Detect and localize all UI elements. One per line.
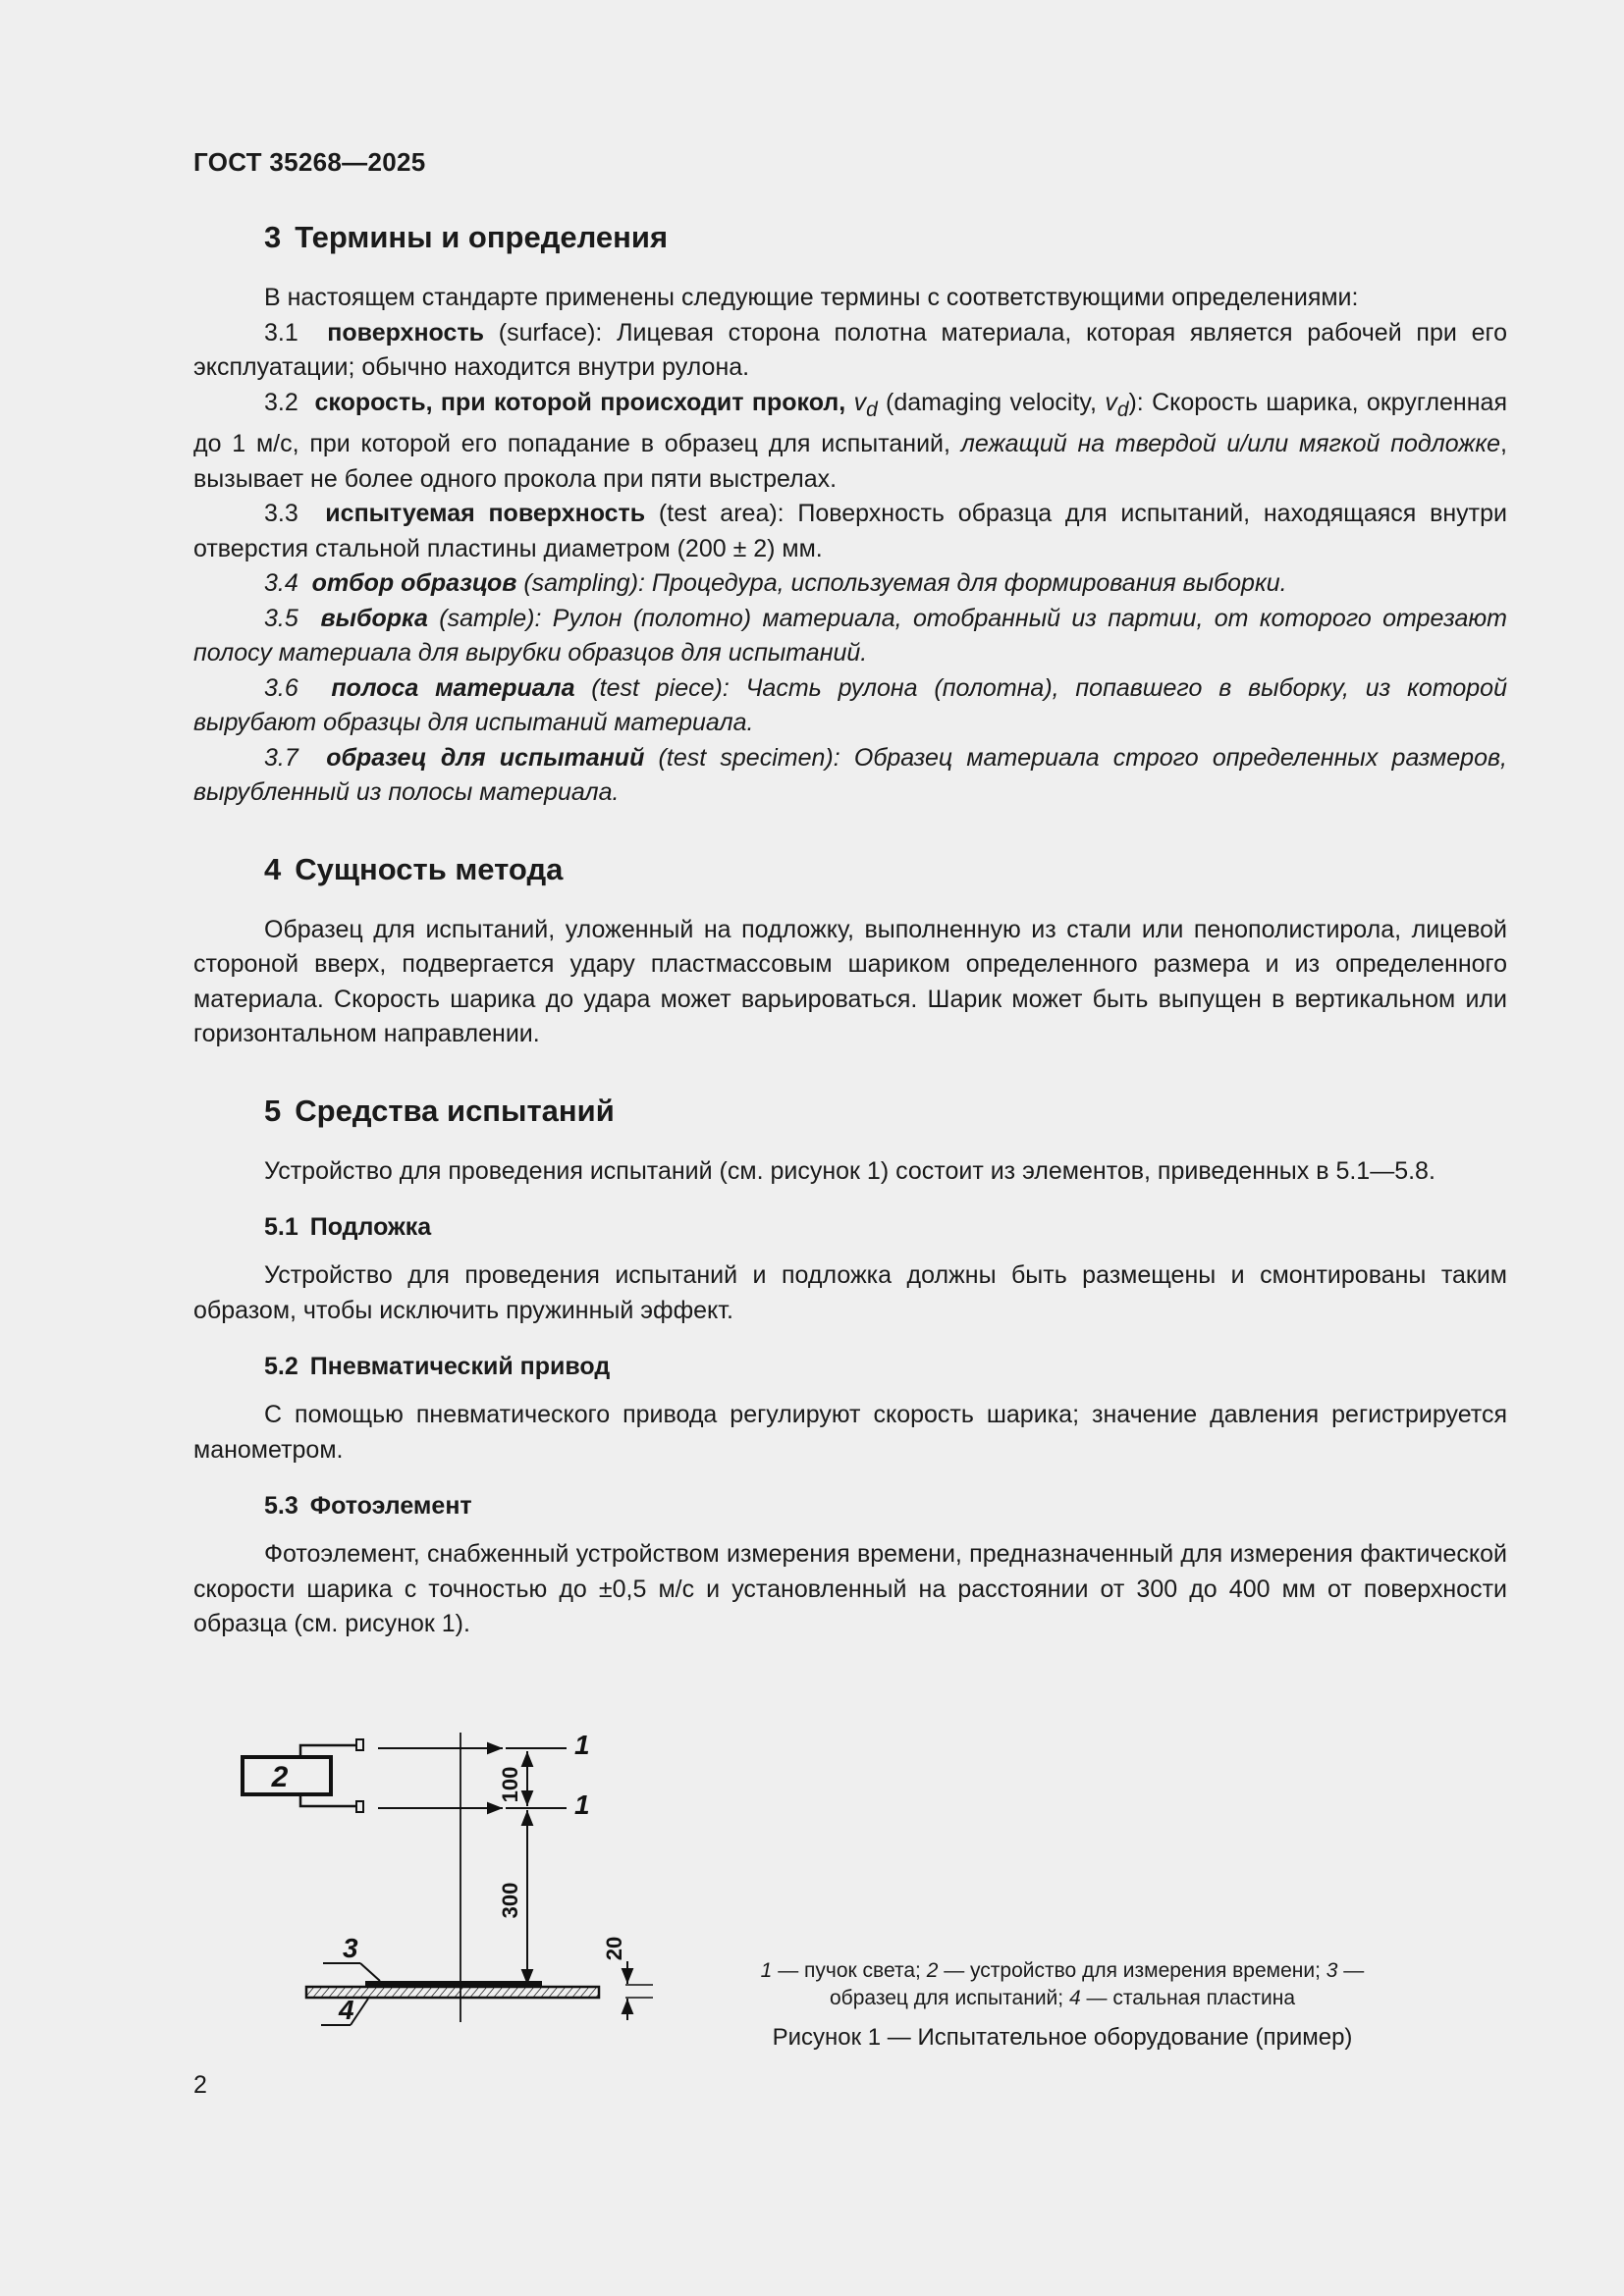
subsection-5-1-text: Устройство для проведения испытаний и подложка должны быть размещены и смонтированы таким образом, чтобы исключить пружинный эффект.	[193, 1261, 1507, 1324]
dimension-300: 300	[498, 1882, 522, 1919]
dimension-100: 100	[498, 1766, 522, 1803]
subsection-5-2-text: С помощью пневматического привода регулируют скорость шарика; значение давления регистрируется манометром.	[193, 1401, 1507, 1464]
figure-1	[193, 1728, 1507, 2061]
beam-label-top: 1	[574, 1730, 590, 1760]
section-4-heading: 4 Сущность метода	[264, 851, 564, 886]
page-number: 2	[193, 2071, 207, 2099]
test-equipment-diagram	[233, 1728, 665, 2052]
section-3-intro: В настоящем стандарте применены следующие термины с соответствующими определениями:	[264, 284, 1359, 311]
beam-label-bottom: 1	[574, 1789, 590, 1820]
section-4-text: Образец для испытаний, уложенный на подложку, выполненную из стали или пенополистирола, лицевой стороной вверх, подвергается удару пластмассовым шариком определенного размера и из определенного материала. Скорость шарика до удара может варьироваться. Шарик может быть выпущен в вертикальном или горизонтальном направлении.	[193, 915, 1507, 1047]
term-3-4: 3.4 отбор образцов (sampling): Процедура, используемая для формирования выборки.	[264, 569, 1287, 597]
figure-legend: 1 — пучок света; 2 — устройство для измерения времени; 3 — образец для испытаний; 4 — стальная пластина	[760, 1959, 1365, 2009]
subsection-5-1-heading: 5.1 Подложка	[264, 1213, 432, 1241]
document-body	[193, 218, 1507, 1642]
plate-label: 4	[339, 1995, 354, 2025]
dimension-20: 20	[602, 1936, 626, 1961]
subsection-5-3-text: Фотоэлемент, снабженный устройством измерения времени, предназначенный для измерения фактической скорости шарика с точностью до ±0,5 м/с и установленный на расстоянии от 300 до 400 мм от поверхности образца (см. рисунок 1).	[193, 1540, 1507, 1637]
timer-label: 2	[271, 1761, 289, 1793]
term-3-6: 3.6 полоса материала (test piece): Часть рулона (полотна), попавшего в выборку, из которой вырубают образцы для испытаний материала.	[193, 673, 1507, 736]
specimen-label: 3	[343, 1933, 358, 1963]
section-5-heading: 5 Средства испытаний	[264, 1093, 615, 1128]
term-3-7: 3.7 образец для испытаний (test specimen): Образец материала строго определенных размеров, вырубленный из полосы материала.	[193, 743, 1507, 806]
term-3-5: 3.5 выборка (sample): Рулон (полотно) материала, отобранный из партии, от которого отрезают полосу материала для вырубки образцов для испытаний.	[193, 604, 1507, 667]
term-3-1: 3.1 поверхность (surface): Лицевая сторона полотна материала, которая является рабочей при его эксплуатации; обычно находится внутри рулона.	[193, 318, 1507, 381]
section-3-heading: 3 Термины и определения	[264, 220, 669, 254]
term-3-3: 3.3 испытуемая поверхность (test area): Поверхность образца для испытаний, находящаяся внутри отверстия стальной пластины диаметром (200 ± 2) мм.	[193, 500, 1507, 562]
subsection-5-2-heading: 5.2 Пневматический привод	[264, 1353, 611, 1380]
term-3-2: 3.2 скорость, при которой происходит прокол, $v_d$ (damaging velocity, $v_d$): Скорость шарика, округленная до 1 м/с, при которой его попадание в образец для испытаний, лежащий на твердой и/или мягкой подложке, вызывает не более одного прокола при пяти выстрелах.	[193, 388, 1507, 493]
timer-device	[243, 1739, 363, 1812]
light-beams	[378, 1730, 590, 1820]
figure-caption: Рисунок 1 — Испытательное оборудование (пример)	[772, 2024, 1353, 2051]
document-header: ГОСТ 35268—2025	[193, 147, 426, 177]
specimen-and-plate	[306, 1933, 599, 2025]
section-5-intro: Устройство для проведения испытаний (см. рисунок 1) состоит из элементов, приведенных в 5.1—5.8.	[264, 1156, 1435, 1185]
subsection-5-3-heading: 5.3 Фотоэлемент	[264, 1492, 472, 1520]
